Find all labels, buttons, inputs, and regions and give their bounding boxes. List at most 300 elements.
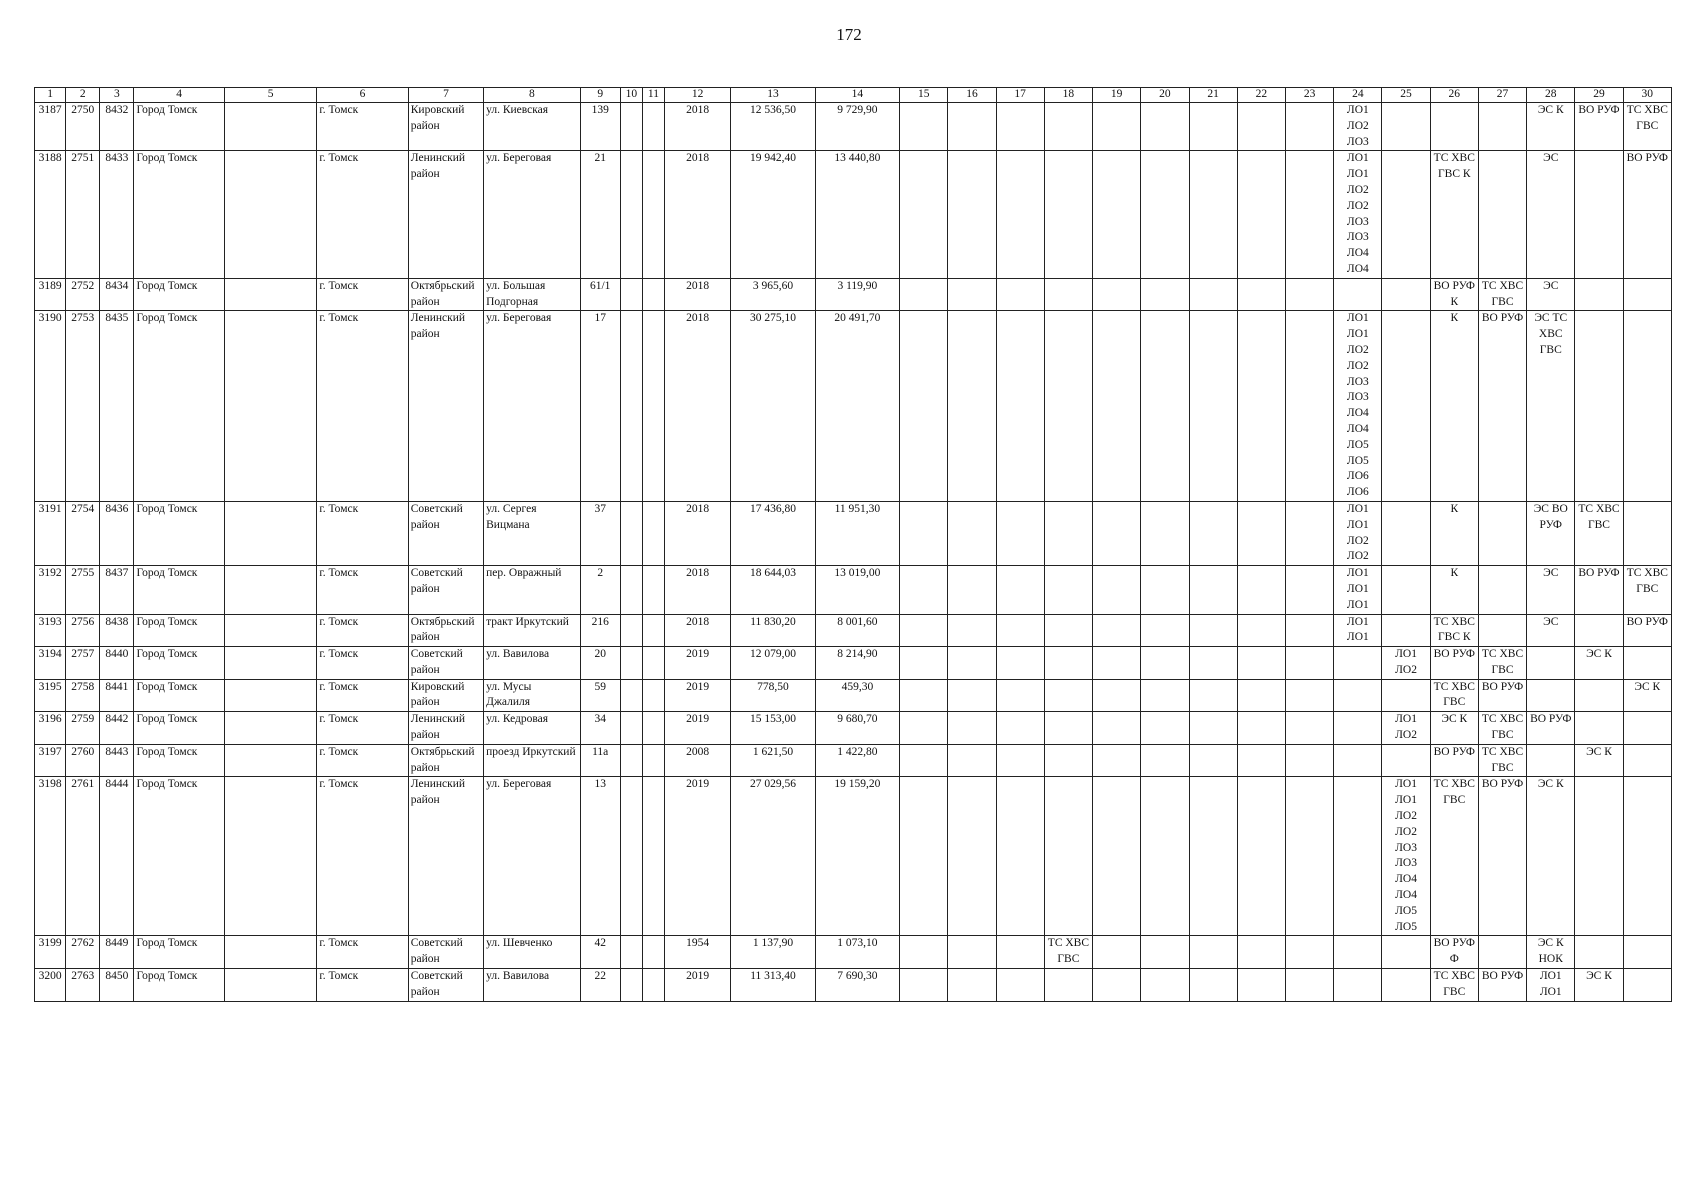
cell-col-26: К	[1430, 566, 1478, 614]
cell-col-10	[620, 712, 642, 745]
cell-col-25: ЛО1 ЛО2	[1382, 712, 1430, 745]
cell-col-29	[1575, 936, 1623, 969]
cell-col-15	[900, 501, 948, 565]
cell-col-1: 3188	[35, 151, 66, 278]
cell-col-3: 8441	[100, 679, 134, 712]
cell-col-21	[1189, 777, 1237, 936]
cell-col-21	[1189, 566, 1237, 614]
column-header-26: 26	[1430, 88, 1478, 103]
cell-col-29	[1575, 151, 1623, 278]
cell-col-18	[1044, 278, 1092, 311]
cell-col-12: 2019	[664, 969, 730, 1002]
cell-col-1: 3199	[35, 936, 66, 969]
cell-col-6: г. Томск	[317, 712, 408, 745]
cell-col-4: Город Томск	[134, 969, 224, 1002]
cell-col-7: Октябрьский район	[408, 278, 483, 311]
cell-col-10	[620, 936, 642, 969]
cell-col-15	[900, 278, 948, 311]
cell-col-1: 3200	[35, 969, 66, 1002]
column-header-8: 8	[484, 88, 580, 103]
cell-col-25	[1382, 744, 1430, 777]
cell-col-1: 3198	[35, 777, 66, 936]
cell-col-23	[1285, 278, 1333, 311]
cell-col-13: 27 029,56	[731, 777, 815, 936]
cell-col-15	[900, 311, 948, 502]
cell-col-11	[642, 969, 664, 1002]
cell-col-19	[1093, 151, 1141, 278]
cell-col-19	[1093, 679, 1141, 712]
cell-col-29	[1575, 278, 1623, 311]
cell-col-4: Город Томск	[134, 311, 224, 502]
cell-col-17	[996, 777, 1044, 936]
cell-col-26: ВО РУФ	[1430, 647, 1478, 680]
cell-col-27: ТС ХВС ГВС	[1478, 712, 1526, 745]
cell-col-4: Город Томск	[134, 278, 224, 311]
cell-col-16	[948, 936, 996, 969]
cell-col-28: ЭС К	[1527, 103, 1575, 151]
cell-col-18	[1044, 647, 1092, 680]
cell-col-29: ТС ХВС ГВС	[1575, 501, 1623, 565]
cell-col-25	[1382, 566, 1430, 614]
cell-col-5	[224, 712, 316, 745]
cell-col-25: ЛО1 ЛО2	[1382, 647, 1430, 680]
cell-col-12: 2018	[664, 311, 730, 502]
cell-col-8: проезд Иркутский	[484, 744, 580, 777]
cell-col-19	[1093, 311, 1141, 502]
cell-col-21	[1189, 614, 1237, 647]
cell-col-7: Ленинский район	[408, 151, 483, 278]
cell-col-9: 42	[580, 936, 620, 969]
cell-col-14: 3 119,90	[815, 278, 899, 311]
cell-col-18	[1044, 744, 1092, 777]
cell-col-3: 8432	[100, 103, 134, 151]
cell-col-19	[1093, 501, 1141, 565]
cell-col-9: 13	[580, 777, 620, 936]
cell-col-18	[1044, 777, 1092, 936]
cell-col-24: ЛО1 ЛО1 ЛО2 ЛО2 ЛО3 ЛО3 ЛО4 ЛО4 ЛО5 ЛО5 ЛО6 ЛО6	[1334, 311, 1382, 502]
header-row	[35, 88, 1672, 103]
cell-col-30	[1623, 744, 1671, 777]
page-number: 172	[836, 25, 862, 44]
cell-col-24	[1334, 647, 1382, 680]
cell-col-14: 7 690,30	[815, 969, 899, 1002]
cell-col-14: 1 073,10	[815, 936, 899, 969]
cell-col-23	[1285, 614, 1333, 647]
cell-col-21	[1189, 647, 1237, 680]
cell-col-8: ул. Вавилова	[484, 647, 580, 680]
cell-col-18	[1044, 501, 1092, 565]
cell-col-24: ЛО1 ЛО1 ЛО2 ЛО2	[1334, 501, 1382, 565]
table-row	[35, 566, 1672, 614]
cell-col-11	[642, 501, 664, 565]
cell-col-3: 8443	[100, 744, 134, 777]
cell-col-3: 8433	[100, 151, 134, 278]
cell-col-21	[1189, 936, 1237, 969]
cell-col-2: 2751	[66, 151, 100, 278]
cell-col-10	[620, 969, 642, 1002]
cell-col-6: г. Томск	[317, 103, 408, 151]
cell-col-28: ЭС	[1527, 278, 1575, 311]
cell-col-29	[1575, 614, 1623, 647]
cell-col-12: 2018	[664, 501, 730, 565]
cell-col-22	[1237, 151, 1285, 278]
cell-col-27: ТС ХВС ГВС	[1478, 278, 1526, 311]
cell-col-20	[1141, 744, 1189, 777]
cell-col-22	[1237, 777, 1285, 936]
cell-col-4: Город Томск	[134, 614, 224, 647]
cell-col-4: Город Томск	[134, 744, 224, 777]
cell-col-15	[900, 614, 948, 647]
cell-col-16	[948, 647, 996, 680]
cell-col-3: 8449	[100, 936, 134, 969]
cell-col-22	[1237, 614, 1285, 647]
cell-col-11	[642, 311, 664, 502]
cell-col-9: 2	[580, 566, 620, 614]
cell-col-29	[1575, 712, 1623, 745]
cell-col-29	[1575, 777, 1623, 936]
cell-col-23	[1285, 712, 1333, 745]
cell-col-13: 17 436,80	[731, 501, 815, 565]
cell-col-24	[1334, 679, 1382, 712]
cell-col-1: 3195	[35, 679, 66, 712]
cell-col-20	[1141, 278, 1189, 311]
column-header-29: 29	[1575, 88, 1623, 103]
cell-col-18	[1044, 311, 1092, 502]
cell-col-13: 30 275,10	[731, 311, 815, 502]
cell-col-21	[1189, 969, 1237, 1002]
cell-col-8: ул. Сергея Вицмана	[484, 501, 580, 565]
cell-col-20	[1141, 647, 1189, 680]
cell-col-17	[996, 712, 1044, 745]
cell-col-4: Город Томск	[134, 712, 224, 745]
column-header-22: 22	[1237, 88, 1285, 103]
cell-col-18	[1044, 712, 1092, 745]
cell-col-9: 139	[580, 103, 620, 151]
cell-col-9: 216	[580, 614, 620, 647]
cell-col-13: 1 621,50	[731, 744, 815, 777]
cell-col-30: ВО РУФ	[1623, 614, 1671, 647]
column-header-11: 11	[642, 88, 664, 103]
cell-col-16	[948, 501, 996, 565]
table-row	[35, 969, 1672, 1002]
cell-col-14: 9 729,90	[815, 103, 899, 151]
cell-col-22	[1237, 566, 1285, 614]
cell-col-20	[1141, 679, 1189, 712]
cell-col-27: ТС ХВС ГВС	[1478, 647, 1526, 680]
cell-col-27: ВО РУФ	[1478, 969, 1526, 1002]
cell-col-13: 12 536,50	[731, 103, 815, 151]
cell-col-2: 2756	[66, 614, 100, 647]
table-body	[35, 103, 1672, 1002]
cell-col-16	[948, 777, 996, 936]
cell-col-27	[1478, 151, 1526, 278]
cell-col-26: ВО РУФ	[1430, 744, 1478, 777]
column-header-17: 17	[996, 88, 1044, 103]
cell-col-23	[1285, 311, 1333, 502]
cell-col-26: К	[1430, 501, 1478, 565]
column-header-6: 6	[317, 88, 408, 103]
column-header-19: 19	[1093, 88, 1141, 103]
cell-col-20	[1141, 103, 1189, 151]
cell-col-16	[948, 151, 996, 278]
cell-col-26: ВО РУФ К	[1430, 278, 1478, 311]
cell-col-15	[900, 936, 948, 969]
cell-col-17	[996, 103, 1044, 151]
cell-col-26: К	[1430, 311, 1478, 502]
table-row	[35, 103, 1672, 151]
cell-col-21	[1189, 744, 1237, 777]
cell-col-15	[900, 151, 948, 278]
cell-col-6: г. Томск	[317, 501, 408, 565]
cell-col-18	[1044, 151, 1092, 278]
column-header-21: 21	[1189, 88, 1237, 103]
cell-col-24	[1334, 712, 1382, 745]
cell-col-2: 2763	[66, 969, 100, 1002]
cell-col-6: г. Томск	[317, 647, 408, 680]
cell-col-15	[900, 566, 948, 614]
cell-col-30	[1623, 311, 1671, 502]
column-header-10: 10	[620, 88, 642, 103]
cell-col-2: 2757	[66, 647, 100, 680]
cell-col-7: Советский район	[408, 501, 483, 565]
cell-col-6: г. Томск	[317, 679, 408, 712]
cell-col-25	[1382, 969, 1430, 1002]
cell-col-4: Город Томск	[134, 647, 224, 680]
cell-col-18: ТС ХВС ГВС	[1044, 936, 1092, 969]
cell-col-28: ЭС	[1527, 614, 1575, 647]
cell-col-26: ТС ХВС ГВС К	[1430, 151, 1478, 278]
cell-col-27: ТС ХВС ГВС	[1478, 744, 1526, 777]
cell-col-24	[1334, 969, 1382, 1002]
cell-col-16	[948, 744, 996, 777]
cell-col-5	[224, 278, 316, 311]
cell-col-2: 2752	[66, 278, 100, 311]
cell-col-8: ул. Береговая	[484, 311, 580, 502]
column-header-5: 5	[224, 88, 316, 103]
cell-col-21	[1189, 103, 1237, 151]
cell-col-19	[1093, 744, 1141, 777]
cell-col-26: ТС ХВС ГВС К	[1430, 614, 1478, 647]
cell-col-26: ТС ХВС ГВС	[1430, 679, 1478, 712]
column-header-13: 13	[731, 88, 815, 103]
cell-col-4: Город Томск	[134, 777, 224, 936]
cell-col-5	[224, 311, 316, 502]
cell-col-24	[1334, 777, 1382, 936]
cell-col-11	[642, 679, 664, 712]
cell-col-29: ЭС К	[1575, 744, 1623, 777]
cell-col-23	[1285, 151, 1333, 278]
cell-col-22	[1237, 103, 1285, 151]
cell-col-23	[1285, 936, 1333, 969]
cell-col-28	[1527, 679, 1575, 712]
cell-col-7: Ленинский район	[408, 777, 483, 936]
table-row	[35, 679, 1672, 712]
cell-col-10	[620, 103, 642, 151]
cell-col-24: ЛО1 ЛО1 ЛО1	[1334, 566, 1382, 614]
cell-col-30	[1623, 647, 1671, 680]
cell-col-9: 17	[580, 311, 620, 502]
column-header-23: 23	[1285, 88, 1333, 103]
cell-col-15	[900, 744, 948, 777]
cell-col-13: 12 079,00	[731, 647, 815, 680]
column-header-30: 30	[1623, 88, 1671, 103]
cell-col-7: Советский район	[408, 566, 483, 614]
cell-col-27: ВО РУФ	[1478, 679, 1526, 712]
cell-col-30	[1623, 501, 1671, 565]
cell-col-1: 3196	[35, 712, 66, 745]
cell-col-4: Город Томск	[134, 103, 224, 151]
cell-col-1: 3193	[35, 614, 66, 647]
cell-col-23	[1285, 501, 1333, 565]
cell-col-12: 2018	[664, 151, 730, 278]
cell-col-8: ул. Большая Подгорная	[484, 278, 580, 311]
cell-col-12: 2019	[664, 647, 730, 680]
cell-col-23	[1285, 777, 1333, 936]
cell-col-19	[1093, 103, 1141, 151]
cell-col-9: 20	[580, 647, 620, 680]
cell-col-16	[948, 311, 996, 502]
cell-col-3: 8442	[100, 712, 134, 745]
cell-col-25	[1382, 311, 1430, 502]
cell-col-19	[1093, 278, 1141, 311]
cell-col-10	[620, 777, 642, 936]
buildings-table	[34, 87, 1672, 1002]
cell-col-5	[224, 501, 316, 565]
table-row	[35, 777, 1672, 936]
cell-col-23	[1285, 679, 1333, 712]
cell-col-5	[224, 679, 316, 712]
column-header-9: 9	[580, 88, 620, 103]
cell-col-29: ВО РУФ	[1575, 566, 1623, 614]
column-header-7: 7	[408, 88, 483, 103]
cell-col-19	[1093, 614, 1141, 647]
cell-col-13: 11 830,20	[731, 614, 815, 647]
cell-col-3: 8435	[100, 311, 134, 502]
cell-col-20	[1141, 777, 1189, 936]
column-header-14: 14	[815, 88, 899, 103]
cell-col-6: г. Томск	[317, 311, 408, 502]
cell-col-15	[900, 969, 948, 1002]
cell-col-25	[1382, 936, 1430, 969]
cell-col-1: 3194	[35, 647, 66, 680]
cell-col-20	[1141, 614, 1189, 647]
cell-col-21	[1189, 311, 1237, 502]
cell-col-2: 2761	[66, 777, 100, 936]
column-header-4: 4	[134, 88, 224, 103]
cell-col-22	[1237, 969, 1285, 1002]
cell-col-27	[1478, 103, 1526, 151]
cell-col-17	[996, 614, 1044, 647]
cell-col-30	[1623, 777, 1671, 936]
cell-col-4: Город Томск	[134, 936, 224, 969]
cell-col-17	[996, 311, 1044, 502]
cell-col-4: Город Томск	[134, 679, 224, 712]
table-row	[35, 311, 1672, 502]
cell-col-15	[900, 679, 948, 712]
cell-col-7: Советский район	[408, 647, 483, 680]
cell-col-12: 2019	[664, 777, 730, 936]
cell-col-25	[1382, 679, 1430, 712]
column-header-27: 27	[1478, 88, 1526, 103]
cell-col-25	[1382, 278, 1430, 311]
cell-col-30: ТС ХВС ГВС	[1623, 566, 1671, 614]
cell-col-6: г. Томск	[317, 278, 408, 311]
cell-col-5	[224, 777, 316, 936]
cell-col-16	[948, 969, 996, 1002]
cell-col-1: 3189	[35, 278, 66, 311]
cell-col-15	[900, 712, 948, 745]
cell-col-8: ул. Кедровая	[484, 712, 580, 745]
column-header-18: 18	[1044, 88, 1092, 103]
cell-col-23	[1285, 103, 1333, 151]
cell-col-24: ЛО1 ЛО2 ЛО3	[1334, 103, 1382, 151]
cell-col-13: 778,50	[731, 679, 815, 712]
cell-col-12: 2018	[664, 278, 730, 311]
cell-col-17	[996, 969, 1044, 1002]
cell-col-10	[620, 278, 642, 311]
cell-col-16	[948, 712, 996, 745]
cell-col-30	[1623, 278, 1671, 311]
cell-col-27	[1478, 566, 1526, 614]
cell-col-10	[620, 566, 642, 614]
cell-col-5	[224, 936, 316, 969]
cell-col-27	[1478, 936, 1526, 969]
table-row	[35, 501, 1672, 565]
cell-col-26: ТС ХВС ГВС	[1430, 777, 1478, 936]
column-header-15: 15	[900, 88, 948, 103]
cell-col-12: 2018	[664, 614, 730, 647]
cell-col-11	[642, 614, 664, 647]
cell-col-14: 11 951,30	[815, 501, 899, 565]
cell-col-4: Город Томск	[134, 566, 224, 614]
cell-col-14: 20 491,70	[815, 311, 899, 502]
cell-col-8: ул. Мусы Джалиля	[484, 679, 580, 712]
cell-col-15	[900, 777, 948, 936]
table-row	[35, 278, 1672, 311]
cell-col-19	[1093, 647, 1141, 680]
cell-col-13: 1 137,90	[731, 936, 815, 969]
cell-col-15	[900, 103, 948, 151]
table-row	[35, 712, 1672, 745]
cell-col-30: ЭС К	[1623, 679, 1671, 712]
cell-col-14: 8 214,90	[815, 647, 899, 680]
cell-col-28: ЭС	[1527, 151, 1575, 278]
cell-col-10	[620, 151, 642, 278]
cell-col-28: ЭС ВО РУФ	[1527, 501, 1575, 565]
cell-col-16	[948, 679, 996, 712]
cell-col-13: 15 153,00	[731, 712, 815, 745]
column-header-28: 28	[1527, 88, 1575, 103]
cell-col-12: 2019	[664, 679, 730, 712]
cell-col-19	[1093, 936, 1141, 969]
cell-col-20	[1141, 936, 1189, 969]
table-row	[35, 936, 1672, 969]
cell-col-7: Ленинский район	[408, 712, 483, 745]
cell-col-14: 13 019,00	[815, 566, 899, 614]
cell-col-11	[642, 744, 664, 777]
cell-col-24	[1334, 936, 1382, 969]
cell-col-22	[1237, 712, 1285, 745]
cell-col-28: ЛО1 ЛО1	[1527, 969, 1575, 1002]
cell-col-8: пер. Овражный	[484, 566, 580, 614]
cell-col-17	[996, 501, 1044, 565]
cell-col-17	[996, 647, 1044, 680]
cell-col-30: ВО РУФ	[1623, 151, 1671, 278]
cell-col-8: ул. Береговая	[484, 151, 580, 278]
cell-col-24: ЛО1 ЛО1	[1334, 614, 1382, 647]
column-header-3: 3	[100, 88, 134, 103]
table-row	[35, 647, 1672, 680]
